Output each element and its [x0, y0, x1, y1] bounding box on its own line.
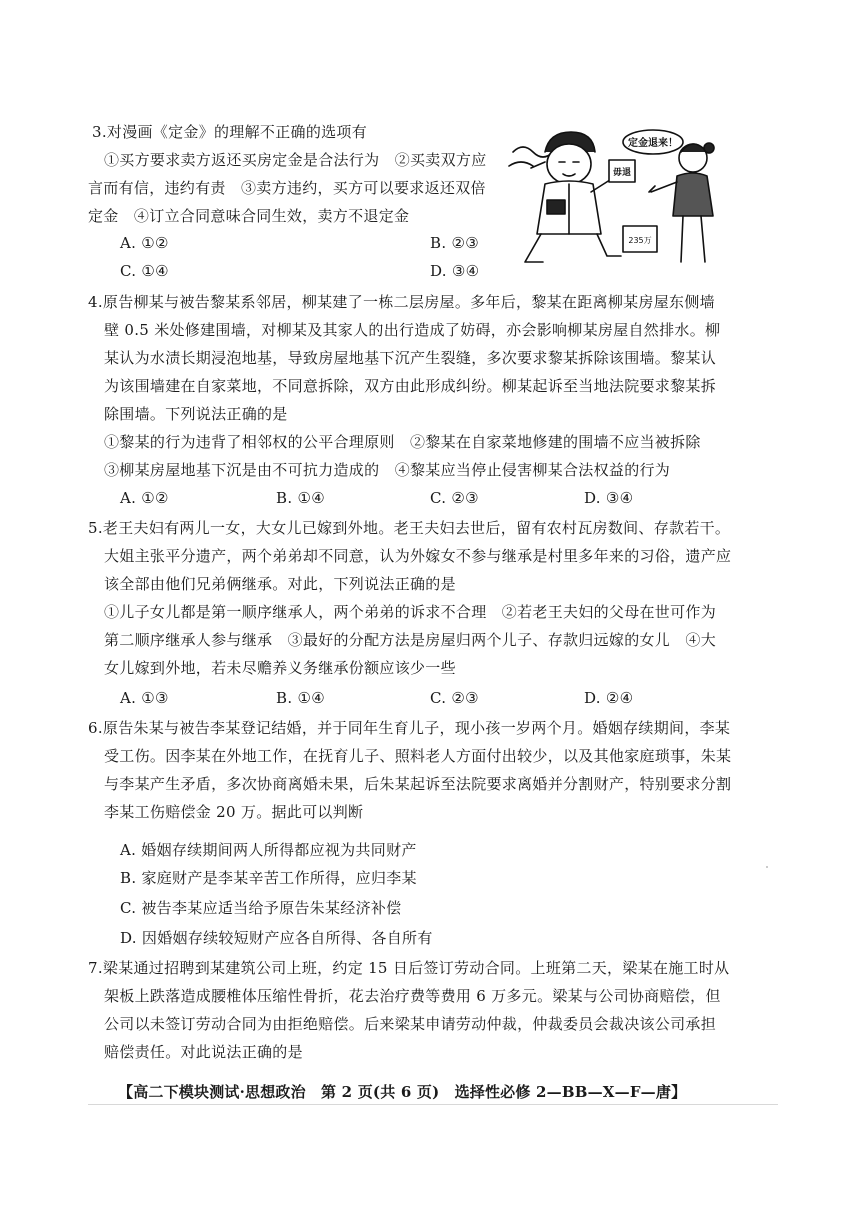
q4-option-c: C. ②③: [430, 489, 479, 507]
q7-line-2: 架板上跌落造成腰椎体压缩性骨折，花去治疗费等费用 6 万多元。梁某与公司协商赔偿，但: [104, 987, 721, 1005]
q5-option-d: D. ②④: [584, 689, 634, 707]
q6-line-1: 6.原告朱某与被告李某登记结婚，并于同年生育儿子，现小孩一岁两个月。婚姻存续期间，李某: [88, 719, 731, 737]
q3-option-d: D. ③④: [430, 262, 480, 280]
cartoon-sign-text: 毋退: [612, 168, 632, 178]
q6-line-2: 受工伤。因李某在外地工作，在抚育儿子、照料老人方面付出较少，以及其他家庭琐事，朱某: [104, 747, 732, 765]
q6-option-d: D. 因婚姻存续较短财产应各自所得、各自所有: [120, 929, 433, 947]
q3-option-a: A. ①②: [120, 234, 169, 252]
q5-line-3: 该全部由他们兄弟俩继承。对此，下列说法正确的是: [104, 575, 456, 593]
deposit-cartoon: [505, 122, 735, 272]
q4-option-b: B. ①④: [276, 489, 325, 507]
footer-rule: [88, 1104, 778, 1105]
q4-statement-2: ③柳某房屋地基下沉是由不可抗力造成的 ④黎某应当停止侵害柳某合法权益的行为: [104, 461, 671, 479]
q6-option-a: A. 婚姻存续期间两人所得都应视为共同财产: [120, 841, 417, 859]
q5-option-a: A. ①③: [120, 689, 169, 707]
q6-option-c: C. 被告李某应适当给予原告朱某经济补偿: [120, 899, 402, 917]
q7-line-4: 赔偿责任。对此说法正确的是: [104, 1043, 303, 1061]
q5-statement-1: ①儿子女儿都是第一顺序继承人，两个弟弟的诉求不合理 ②若老王夫妇的父母在世可作为: [104, 603, 717, 621]
q3-option-b: B. ②③: [430, 234, 479, 252]
q4-line-2: 壁 0.5 米处修建围墙，对柳某及其家人的出行造成了妨碍，亦会影响柳某房屋自然排水。柳: [104, 321, 721, 339]
cartoon-box-text: 235万: [628, 236, 652, 245]
q5-line-2: 大姐主张平分遗产，两个弟弟却不同意，认为外嫁女不参与继承是村里多年来的习俗，遗产应: [104, 547, 732, 565]
q4-option-a: A. ①②: [120, 489, 169, 507]
q5-option-b: B. ①④: [276, 689, 325, 707]
q3-stem: 3.对漫画《定金》的理解不正确的选项有: [92, 123, 368, 141]
q5-line-1: 5.老王夫妇有两儿一女，大女儿已嫁到外地。老王夫妇去世后，留有农村瓦房数间、存款若干。: [88, 519, 731, 537]
q7-line-3: 公司以未签订劳动合同为由拒绝赔偿。后来梁某申请劳动仲裁，仲裁委员会裁决该公司承担: [104, 1015, 717, 1033]
q4-option-d: D. ③④: [584, 489, 634, 507]
scan-speck: [766, 866, 768, 868]
q6-line-4: 李某工伤赔偿金 20 万。据此可以判断: [104, 803, 364, 821]
q6-option-b: B. 家庭财产是李某辛苦工作所得，应归李某: [120, 869, 417, 887]
cartoon-speech-text: 定金退来！: [628, 138, 678, 149]
q4-line-5: 除围墙。下列说法正确的是: [104, 405, 288, 423]
q5-option-c: C. ②③: [430, 689, 479, 707]
q3-option-c: C. ①④: [120, 262, 169, 280]
q4-line-1: 4.原告柳某与被告黎某系邻居，柳某建了一栋二层房屋。多年后，黎某在距离柳某房屋东侧墙: [88, 293, 715, 311]
q4-line-4: 为该围墙建在自家菜地，不同意拆除，双方由此形成纠纷。柳某起诉至当地法院要求黎某拆: [104, 377, 717, 395]
q3-line-1: ①买方要求卖方返还买房定金是合法行为 ②买卖双方应: [104, 151, 487, 169]
q3-line-3: 定金 ④订立合同意味合同生效，卖方不退定金: [88, 207, 410, 225]
q4-statement-1: ①黎某的行为违背了相邻权的公平合理原则 ②黎某在自家菜地修建的围墙不应当被拆除: [104, 433, 701, 451]
page-footer: 【高二下模块测试·思想政治 第 2 页(共 6 页) 选择性必修 2—BB—X—F—唐】: [118, 1083, 687, 1101]
q5-statement-2: 第二顺序继承人参与继承 ③最好的分配方法是房屋归两个儿子、存款归远嫁的女儿 ④大: [104, 631, 717, 649]
q6-line-3: 与李某产生矛盾，多次协商离婚未果，后朱某起诉至法院要求离婚并分割财产，特别要求分割: [104, 775, 732, 793]
q3-line-2: 言而有信，违约有责 ③卖方违约，买方可以要求返还双倍: [88, 179, 486, 197]
q4-line-3: 某认为水渍长期浸泡地基，导致房屋地基下沉产生裂缝，多次要求黎某拆除该围墙。黎某认: [104, 349, 717, 367]
q7-line-1: 7.梁某通过招聘到某建筑公司上班，约定 15 日后签订劳动合同。上班第二天，梁某在施工时从: [88, 959, 730, 977]
q5-statement-3: 女儿嫁到外地，若未尽赡养义务继承份额应该少一些: [104, 659, 456, 677]
